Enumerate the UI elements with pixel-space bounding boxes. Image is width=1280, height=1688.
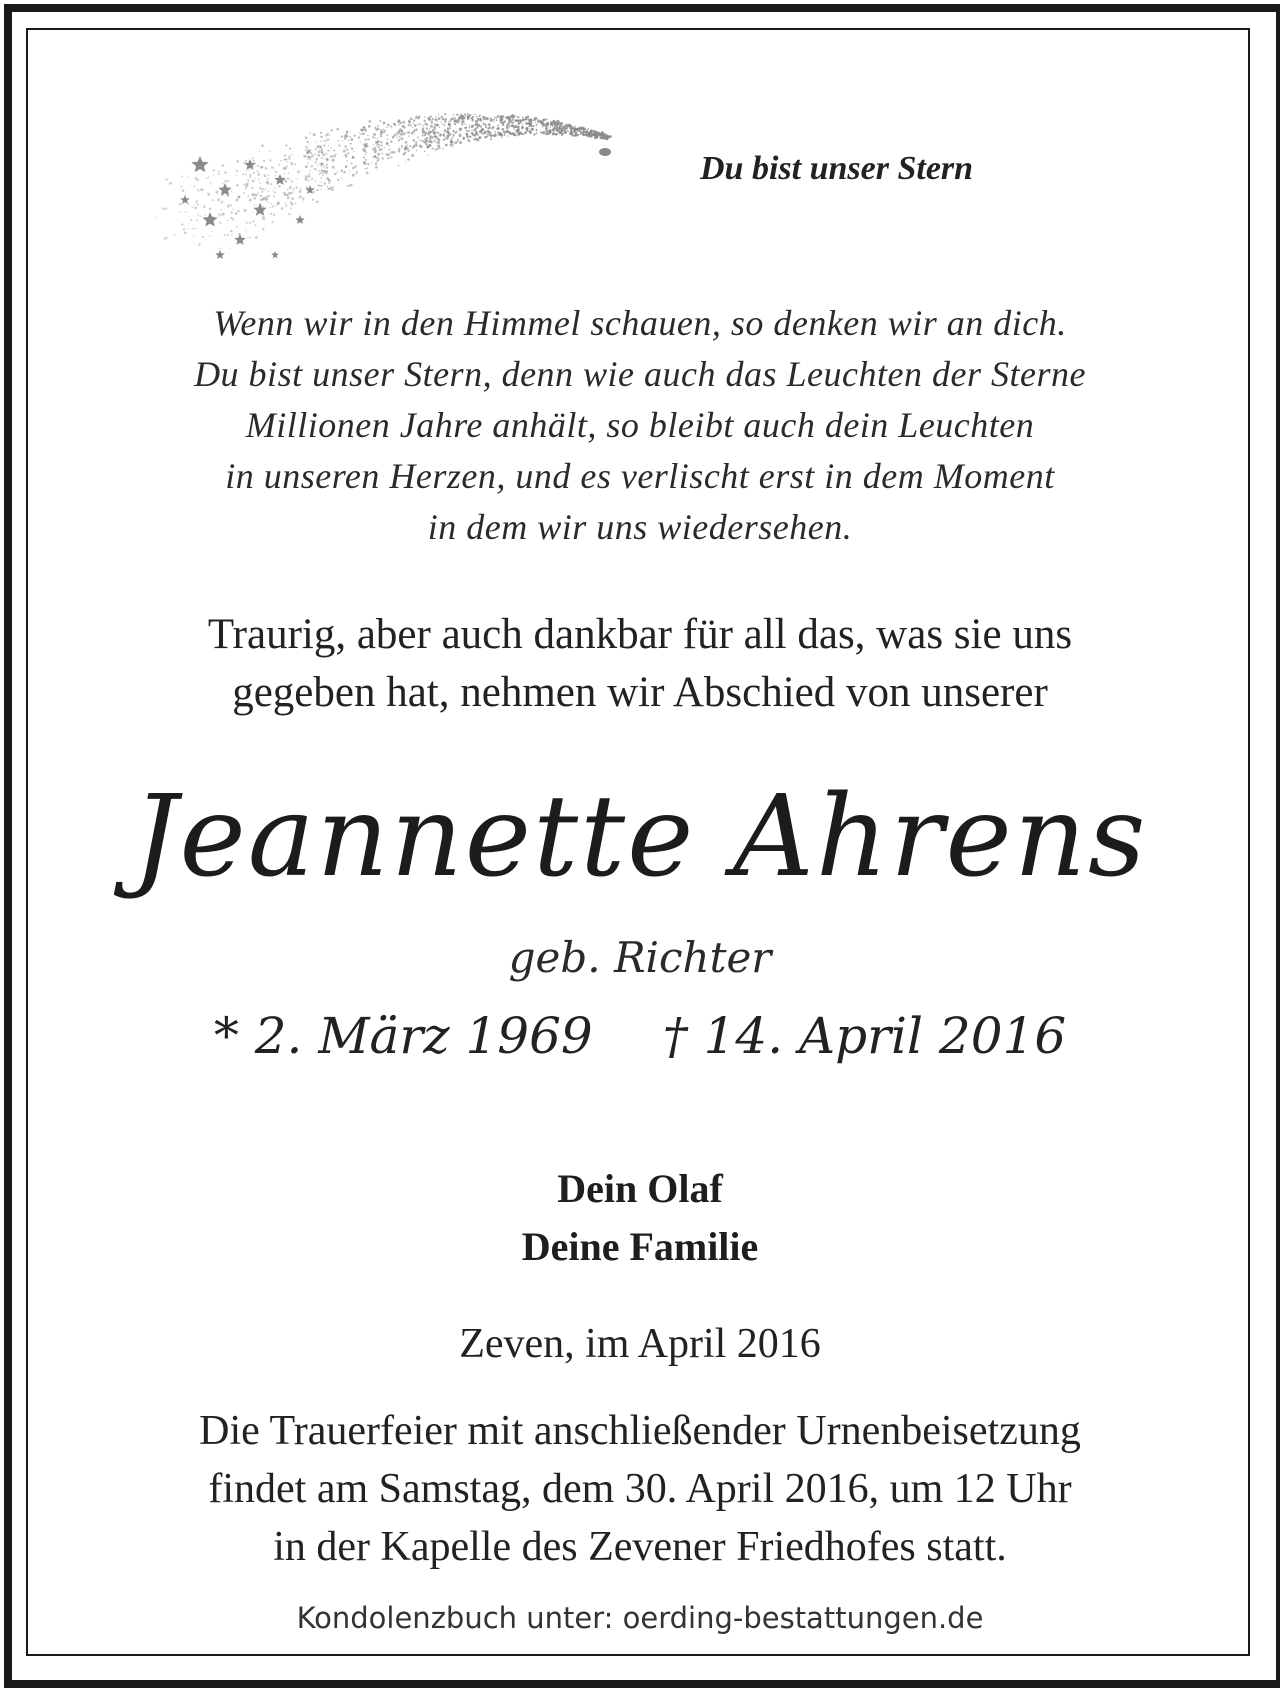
intro-line: Traurig, aber auch dankbar für all das, was sie uns	[207, 611, 1073, 658]
poem-line: Millionen Jahre anhält, so bleibt auch dein Leuchten	[245, 405, 1035, 445]
intro-line: gegeben hat, nehmen wir Abschied von unserer	[232, 669, 1048, 716]
maiden-name: geb. Richter	[508, 933, 772, 982]
header-motto: Du bist unser Stern	[700, 150, 974, 187]
poem-line: Du bist unser Stern, denn wie auch das Leuchten der Sterne	[194, 354, 1086, 394]
life-dates	[40, 1004, 1240, 1068]
mourners	[60, 1160, 1220, 1276]
poem-line: in dem wir uns wiedersehen.	[427, 507, 853, 547]
ceremony-info	[60, 1402, 1220, 1576]
birth-date: * 2. März 1969	[213, 1007, 593, 1065]
ceremony-line: findet am Samstag, dem 30. April 2016, um 12 Uhr	[208, 1466, 1072, 1512]
mourner-line: Deine Familie	[521, 1224, 759, 1269]
intro-text	[60, 606, 1220, 722]
mourner-line: Dein Olaf	[557, 1166, 723, 1211]
shooting-star-icon	[150, 70, 670, 270]
poem-line: in unseren Herzen, und es verlischt erst in dem Moment	[225, 456, 1055, 496]
poem	[60, 298, 1220, 553]
ceremony-line: Die Trauerfeier mit anschließender Urnenbeisetzung	[199, 1408, 1081, 1454]
poem-line: Wenn wir in den Himmel schauen, so denken wir an dich.	[213, 303, 1067, 343]
place-date: Zeven, im April 2016	[459, 1321, 821, 1367]
death-date: † 14. April 2016	[662, 1007, 1067, 1065]
deceased-name: Jeannette Ahrens	[132, 772, 1148, 902]
condolence-link[interactable]: Kondolenzbuch unter: oerding-bestattungen.de	[296, 1601, 984, 1635]
ceremony-line: in der Kapelle des Zevener Friedhofes statt.	[273, 1524, 1007, 1570]
